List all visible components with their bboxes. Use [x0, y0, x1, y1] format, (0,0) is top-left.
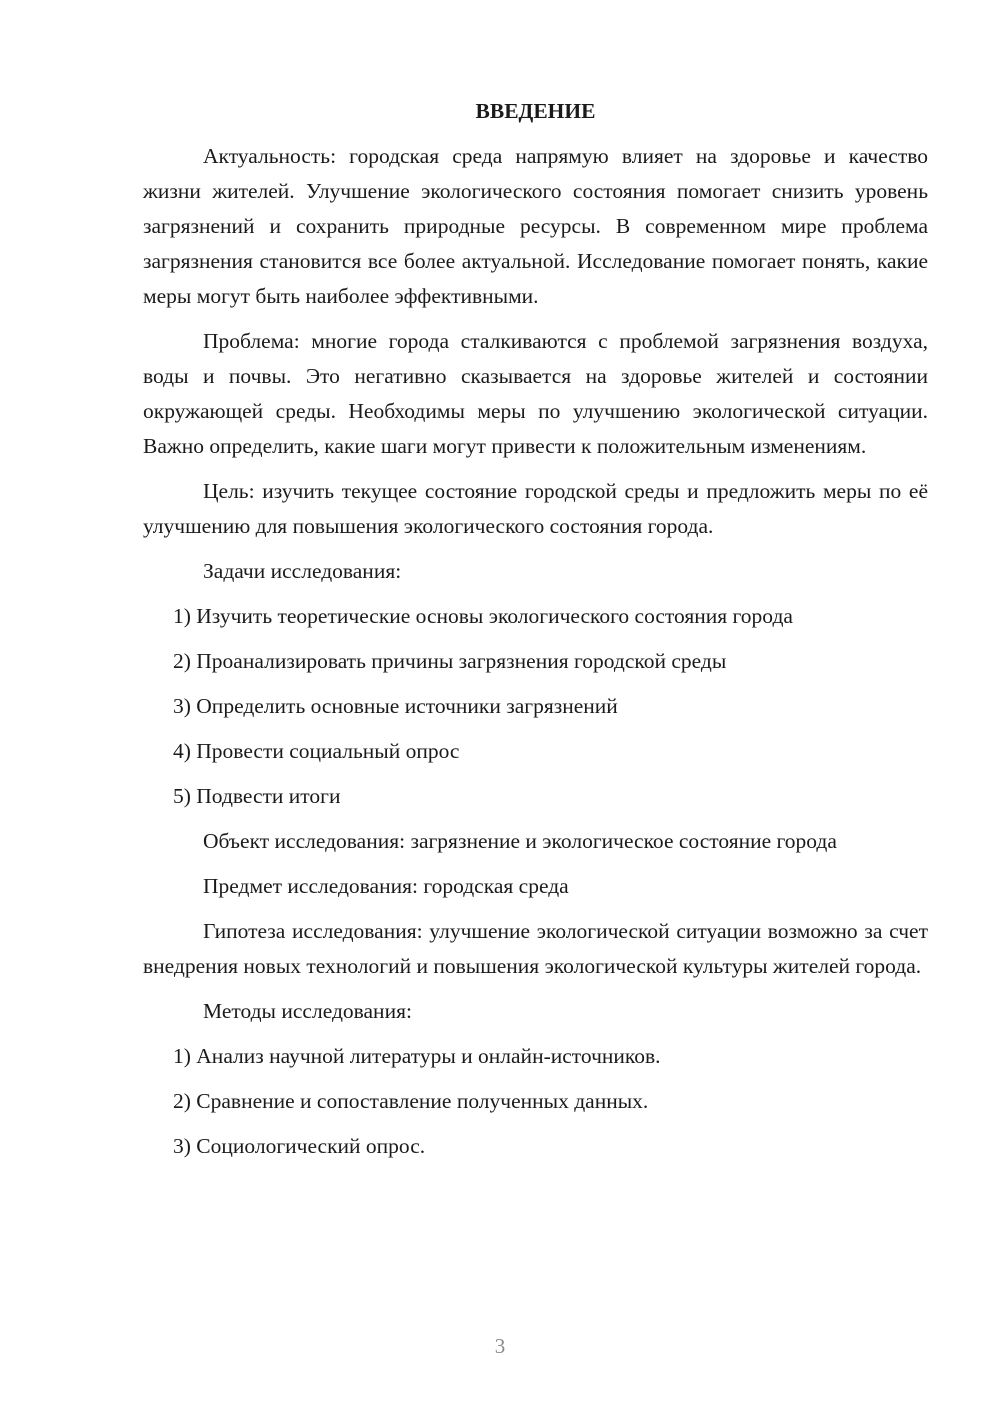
subject-line: Предмет исследования: городская среда: [203, 874, 569, 898]
page-title: ВВЕДЕНИЕ: [475, 99, 596, 123]
methods-heading: Методы исследования:: [203, 999, 412, 1023]
list-item: 1) Изучить теоретические основы экологического состояния города: [173, 604, 793, 628]
list-item: 3) Определить основные источники загрязнений: [173, 694, 618, 718]
tasks-list: [173, 599, 928, 814]
goal-paragraph: Цель: изучить текущее состояние городской среды и предложить меры по её улучшению для повышения экологического состояния города.: [143, 479, 928, 538]
list-item: 2) Проанализировать причины загрязнения городской среды: [173, 649, 727, 673]
list-item: 5) Подвести итоги: [173, 784, 341, 808]
tasks-heading: Задачи исследования:: [203, 559, 402, 583]
hypothesis-paragraph: Гипотеза исследования: улучшение экологической ситуации возможно за счет внедрения новых технологий и повышения экологической культуры жителей города.: [143, 919, 928, 978]
relevance-paragraph: Актуальность: городская среда напрямую влияет на здоровье и качество жизни жителей. Улучшение экологического состояния помогает снизить уровень загрязнений и сохранить природные ресурсы. В современном мире проблема загрязнения становится все более актуальной. Исследование помогает понять, какие меры могут быть наиболее эффективными.: [143, 144, 928, 308]
object-paragraph: Объект исследования: загрязнение и экологическое состояние города: [203, 829, 837, 853]
methods-list: [173, 1039, 928, 1164]
list-item: 4) Провести социальный опрос: [173, 739, 460, 763]
list-item: 3) Социологический опрос.: [173, 1134, 426, 1158]
list-item: 1) Анализ научной литературы и онлайн-источников.: [173, 1044, 661, 1068]
document-page: [143, 96, 928, 1174]
problem-paragraph: Проблема: многие города сталкиваются с проблемой загрязнения воздуха, воды и почвы. Это негативно сказывается на здоровье жителей и состоянии окружающей среды. Необходимы меры по улучшению экологической ситуации. Важно определить, какие шаги могут привести к положительным изменениям.: [143, 329, 928, 458]
list-item: 2) Сравнение и сопоставление полученных данных.: [173, 1089, 649, 1113]
page-number: 3: [494, 1334, 506, 1358]
